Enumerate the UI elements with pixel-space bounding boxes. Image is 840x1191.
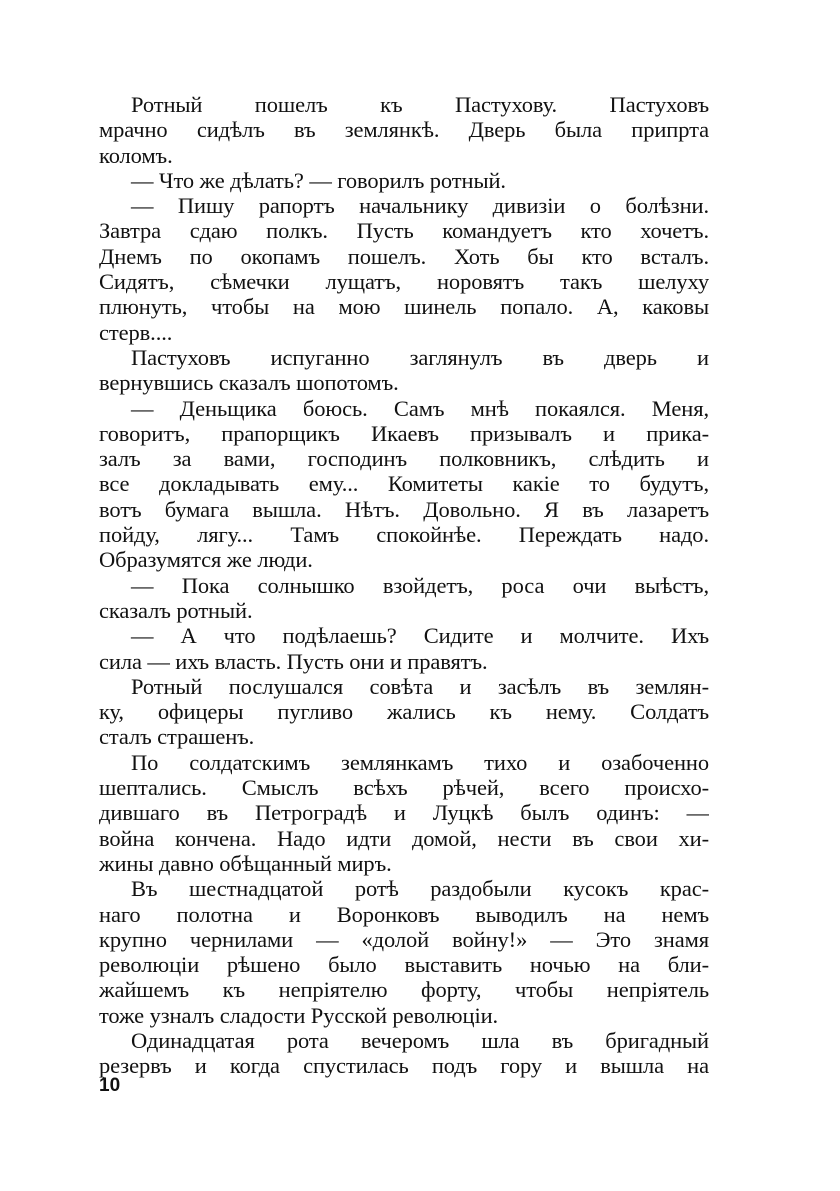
text-line: жины давно обѣщанный миръ.	[99, 850, 392, 876]
text-line: Пастуховъ испуганно заглянулъ въ дверь и	[131, 344, 709, 370]
text-line: — Деньщика боюсь. Самъ мнѣ покаялся. Меня,	[131, 395, 709, 421]
text-line: резервъ и когда спустилась подъ гору и вышла на	[99, 1053, 709, 1079]
text-line: наго полотна и Воронковъ выводилъ на немъ	[99, 901, 709, 927]
text-line: сказалъ ротный.	[99, 597, 253, 623]
text-line: Ротный послушался совѣта и засѣлъ въ землян-	[131, 673, 709, 699]
text-line: По солдатскимъ землянкамъ тихо и озабоченно	[131, 749, 709, 775]
text-line: Въ шестнадцатой ротѣ раздобыли кусокъ крас-	[131, 876, 709, 902]
text-line: шептались. Смыслъ всѣхъ рѣчей, всего происхо-	[99, 775, 709, 801]
text-line: плюнуть, чтобы на мою шинель попало. А, каковы	[99, 294, 709, 320]
text-line: революціи рѣшено было выставить ночью на бли-	[99, 952, 709, 978]
text-line: говоритъ, прапорщикъ Икаевъ призывалъ и прика-	[99, 420, 709, 446]
text-line: Одинадцатая рота вечеромъ шла въ бригадный	[131, 1027, 709, 1053]
text-line: коломъ.	[99, 142, 173, 168]
page-number: 10	[99, 1075, 121, 1096]
text-line: — Пишу рапортъ начальнику дивизіи о болѣзни.	[131, 193, 709, 219]
text-line: Ротный пошелъ къ Пастухову. Пастуховъ	[131, 92, 709, 117]
text-line: стерв....	[99, 319, 173, 345]
text-line: залъ за вами, господинъ полковникъ, слѣдить и	[99, 446, 709, 472]
text-line: сила — ихъ власть. Пусть они и правятъ.	[99, 648, 488, 674]
text-line: пойду, лягу... Тамъ спокойнѣе. Переждать надо.	[99, 522, 709, 548]
text-line: тоже узналъ сладости Русской революціи.	[99, 1002, 499, 1028]
text-line: война кончена. Надо идти домой, нести въ свои хи-	[99, 825, 709, 851]
text-line: все докладывать ему... Комитеты какіе то будутъ,	[99, 471, 709, 497]
text-line: Образумятся же люди.	[99, 547, 313, 573]
text-line: Завтра сдаю полкъ. Пусть командуетъ кто хочетъ.	[99, 218, 709, 244]
text-line: — А что подѣлаешь? Сидите и молчите. Ихъ	[131, 623, 709, 649]
text-line: мрачно сидѣлъ въ землянкѣ. Дверь была припрта	[99, 117, 709, 143]
text-line: Сидятъ, сѣмечки лущатъ, норовятъ такъ шелуху	[99, 269, 709, 295]
text-line: — Пока солнышко взойдетъ, роса очи выѣстъ,	[131, 572, 709, 598]
text-line: жайшемъ къ непріятелю форту, чтобы непріятель	[99, 977, 709, 1003]
page-body-text	[99, 92, 709, 1079]
text-line: дившаго въ Петроградѣ и Луцкѣ былъ одинъ: —	[99, 800, 709, 826]
text-line: — Что же дѣлать? — говорилъ ротный.	[131, 167, 506, 193]
text-line: вотъ бумага вышла. Нѣтъ. Довольно. Я въ лазаретъ	[99, 496, 709, 522]
text-line: ку, офицеры пугливо жались къ нему. Солдатъ	[99, 699, 709, 725]
text-line: сталъ страшенъ.	[99, 724, 255, 750]
text-line: крупно чернилами — «долой войну!» — Это знамя	[99, 926, 709, 952]
text-line: вернувшись сказалъ шопотомъ.	[99, 370, 399, 396]
text-line: Днемъ по окопамъ пошелъ. Хоть бы кто всталъ.	[99, 243, 709, 269]
